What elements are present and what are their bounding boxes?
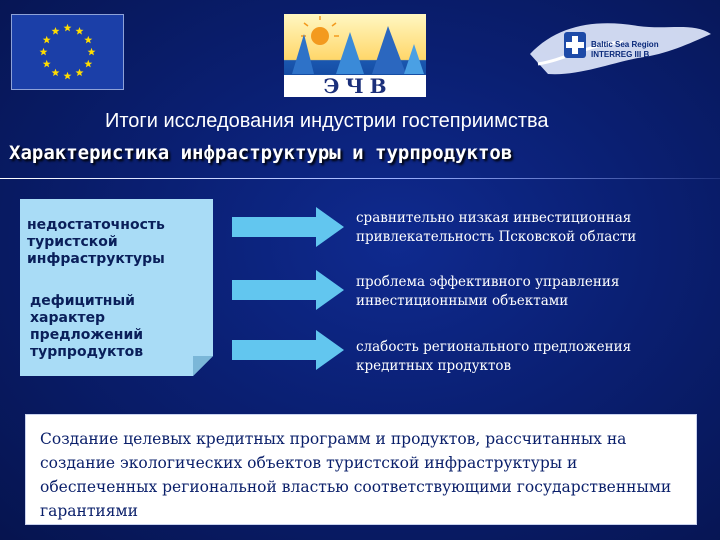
result-line: инвестиционными объектами <box>356 293 569 309</box>
cause-item: дефицитный характер предложений турпродуктов <box>30 293 144 360</box>
interreg-line: Baltic Sea Region <box>591 40 659 49</box>
result-item <box>356 209 636 247</box>
causes-card <box>20 199 213 376</box>
slide-title: Характеристика инфраструктуры и турпродуктов <box>9 142 513 164</box>
result-line: слабость регионального предложения <box>356 339 632 355</box>
logo-letter: Э <box>323 74 340 97</box>
conclusion-text: Создание целевых кредитных программ и продуктов, рассчитанных на создание экологических объектов туристской инфраструктуры и обеспеченных региональной властью соответствующими государственными гарантиями <box>40 430 672 520</box>
result-line: сравнительно низкая инвестиционная <box>356 210 632 226</box>
result-line: проблема эффективного управления <box>356 274 620 290</box>
eu-star-icon <box>40 48 48 56</box>
arrow-right-icon <box>232 330 344 370</box>
logo-letter: В <box>369 74 387 97</box>
eu-star-icon <box>64 24 72 32</box>
interreg-line: INTERREG III B <box>591 50 650 59</box>
eu-star-icon <box>84 60 92 68</box>
eu-star-icon <box>64 72 72 80</box>
eu-star-icon <box>43 36 51 44</box>
eu-star-icon <box>52 27 60 35</box>
interreg-logo-text <box>591 40 659 60</box>
conclusion-box <box>25 414 697 525</box>
result-line: кредитных продуктов <box>356 358 512 374</box>
slide-subtitle: Итоги исследования индустрии гостеприимства <box>105 110 549 132</box>
logo-letter: Ч <box>345 74 364 97</box>
result-line: привлекательность Псковской области <box>356 229 637 245</box>
project-logo-caption <box>284 75 426 97</box>
eu-star-icon <box>84 36 92 44</box>
sailboats-icon <box>284 14 426 75</box>
eu-star-icon <box>88 48 96 56</box>
eu-star-icon <box>43 60 51 68</box>
title-divider <box>0 178 720 179</box>
eu-flag-logo <box>11 14 124 90</box>
project-logo <box>284 14 426 97</box>
eu-star-icon <box>52 69 60 77</box>
eu-star-icon <box>76 69 84 77</box>
arrow-right-icon <box>232 207 344 247</box>
result-item <box>356 338 631 376</box>
eu-stars-icon <box>12 15 123 89</box>
eu-star-icon <box>76 27 84 35</box>
cause-item: недостаточность туристской инфраструктуры <box>27 217 165 267</box>
arrow-right-icon <box>232 270 344 310</box>
result-item <box>356 273 619 311</box>
